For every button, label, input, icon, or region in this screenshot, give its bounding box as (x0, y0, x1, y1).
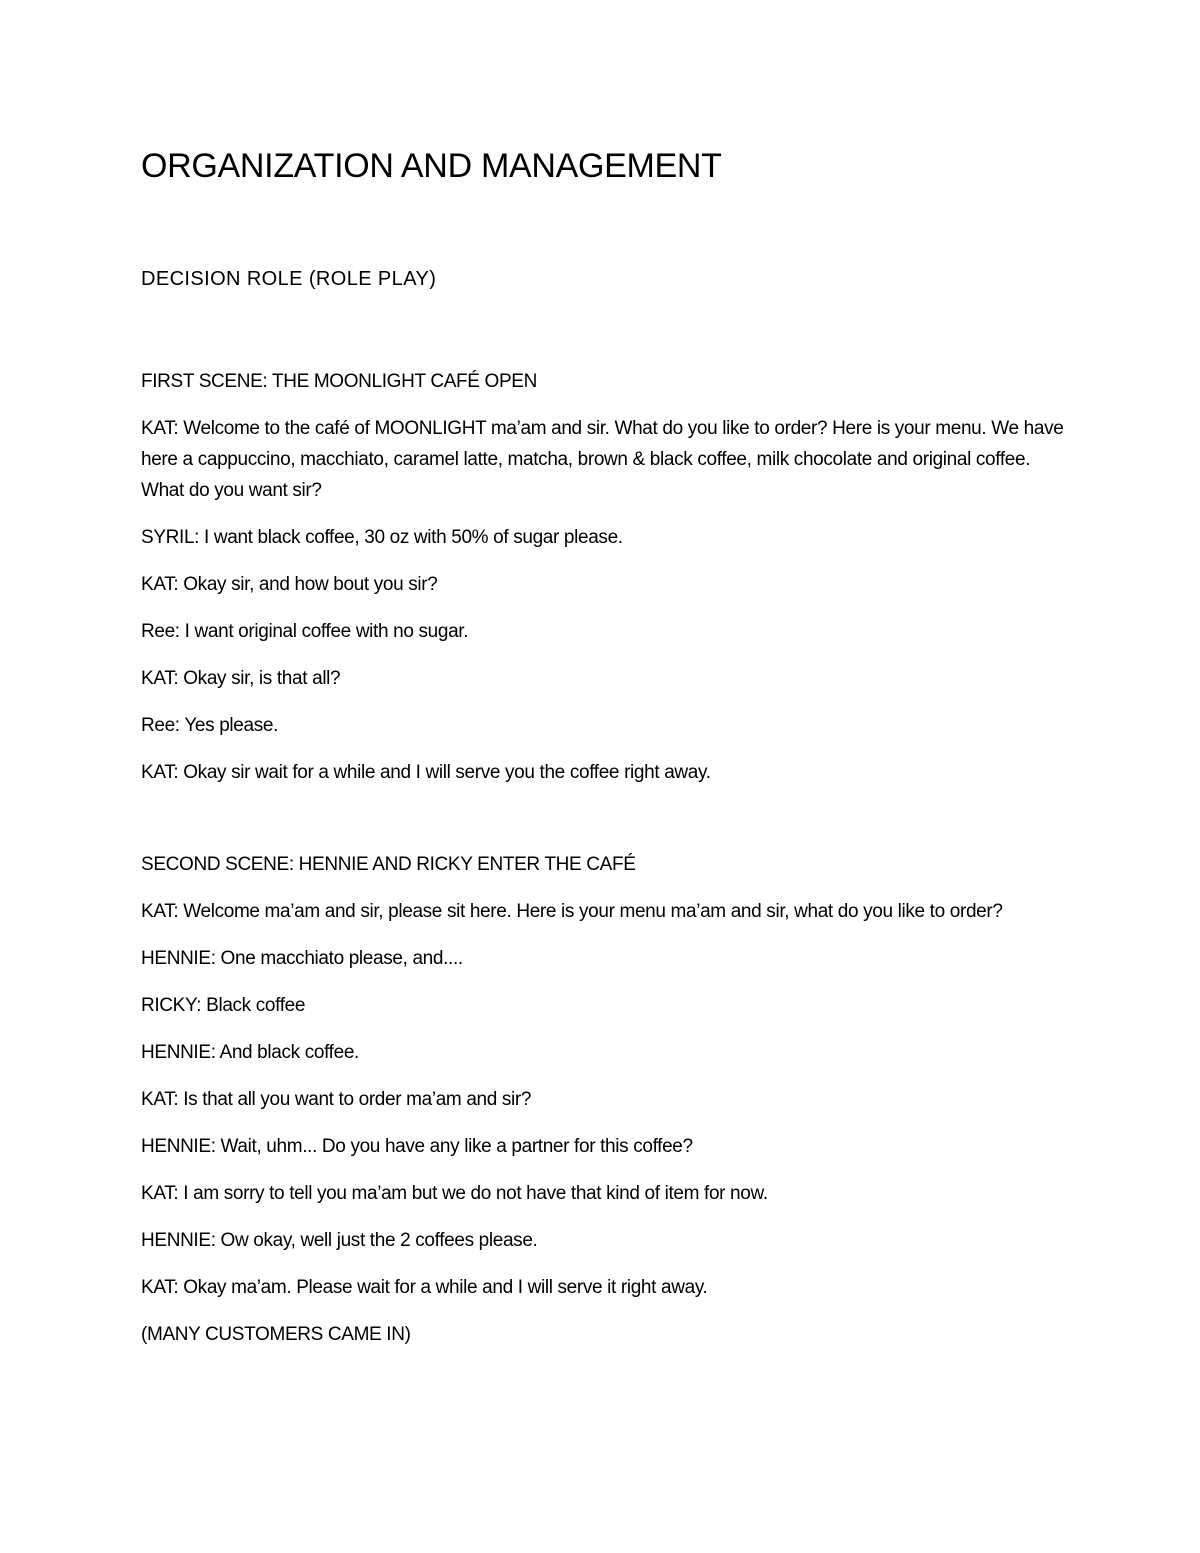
dialogue-line: HENNIE: Wait, uhm... Do you have any like a partner for this coffee? (141, 1136, 693, 1157)
dialogue-line: KAT: Okay sir, is that all? (141, 668, 341, 689)
dialogue-line: HENNIE: One macchiato please, and.... (141, 948, 463, 969)
scene-heading: FIRST SCENE: THE MOONLIGHT CAFÉ OPEN (141, 371, 537, 392)
dialogue-line: KAT: Okay sir, and how bout you sir? (141, 574, 438, 595)
scene-first (141, 366, 1071, 804)
dialogue-line: HENNIE: Ow okay, well just the 2 coffees please. (141, 1230, 538, 1251)
stage-direction: (MANY CUSTOMERS CAME IN) (141, 1324, 411, 1345)
dialogue-line: KAT: Welcome to the café of MOONLIGHT ma’am and sir. What do you like to order? Here is your menu. We have here a cappuccino, macchiato, caramel latte, matcha, brown & black coffee, milk chocolate and original coffee. What do you want sir? (141, 418, 1064, 501)
dialogue-line: Ree: I want original coffee with no sugar. (141, 621, 469, 642)
scene-heading: SECOND SCENE: HENNIE AND RICKY ENTER THE CAFÉ (141, 854, 636, 875)
dialogue-line: SYRIL: I want black coffee, 30 oz with 50% of sugar please. (141, 527, 623, 548)
dialogue-line: Ree: Yes please. (141, 715, 279, 736)
dialogue-line: KAT: Welcome ma’am and sir, please sit here. Here is your menu ma’am and sir, what do you like to order? (141, 901, 1003, 922)
dialogue-line: KAT: Okay ma’am. Please wait for a while and I will serve it right away. (141, 1277, 708, 1298)
document-subtitle: DECISION ROLE (ROLE PLAY) (141, 268, 437, 290)
dialogue-line: RICKY: Black coffee (141, 995, 306, 1016)
dialogue-line: HENNIE: And black coffee. (141, 1042, 359, 1063)
document-title: ORGANIZATION AND MANAGEMENT (141, 147, 722, 185)
dialogue-line: KAT: Is that all you want to order ma’am and sir? (141, 1089, 532, 1110)
dialogue-line: KAT: Okay sir wait for a while and I will serve you the coffee right away. (141, 762, 711, 783)
scene-second (141, 849, 1071, 1366)
dialogue-line: KAT: I am sorry to tell you ma’am but we do not have that kind of item for now. (141, 1183, 768, 1204)
